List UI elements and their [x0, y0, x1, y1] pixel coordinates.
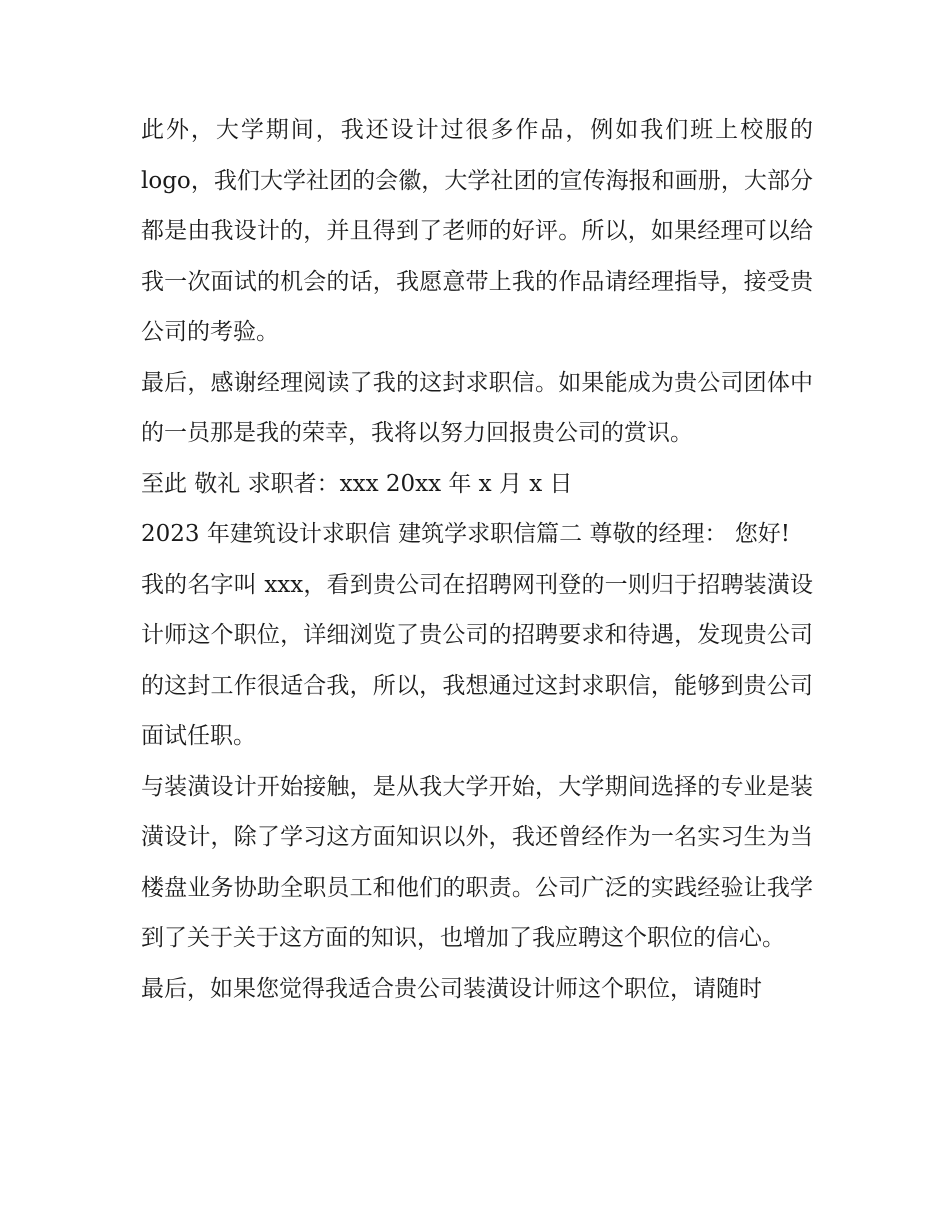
paragraph-experience: 与装潢设计开始接触，是从我大学开始，大学期间选择的专业是装潢设计，除了学习这方面知识以外，我还曾经作为一名实习生为当楼盘业务协助全职员工和他们的职责。公司广泛的实践经验让我学到了关于关于这方面的知识，也增加了我应聘这个职位的信心。	[141, 773, 813, 951]
paragraph-letter-two-heading: 2023 年建筑设计求职信 建筑学求职信篇二 尊敬的经理： 您好!	[141, 521, 791, 547]
paragraph-closing: 最后，如果您觉得我适合贵公司装潢设计师这个职位，请随时	[141, 975, 762, 1002]
paragraph-signoff: 至此 敬礼 求职者：xxx 20xx 年 x 月 x 日	[141, 470, 573, 497]
paragraph-thanks: 最后，感谢经理阅读了我的这封求职信。如果能成为贵公司团体中的一员那是我的荣幸，我将以努力回报贵公司的赏识。	[141, 369, 813, 446]
document-body	[141, 105, 813, 1014]
paragraph-introduction: 我的名字叫 xxx，看到贵公司在招聘网刊登的一则归于招聘装潢设计师这个职位，详细浏览了贵公司的招聘要求和待遇，发现贵公司的这封工作很适合我，所以，我想通过这封求职信，能够到贵公司面试任职。	[141, 571, 813, 749]
paragraph-portfolio: 此外，大学期间，我还设计过很多作品，例如我们班上校服的logo，我们大学社团的会徽，大学社团的宣传海报和画册，大部分都是由我设计的，并且得到了老师的好评。所以，如果经理可以给我一次面试的机会的话，我愿意带上我的作品请经理指导，接受贵公司的考验。	[141, 117, 813, 345]
